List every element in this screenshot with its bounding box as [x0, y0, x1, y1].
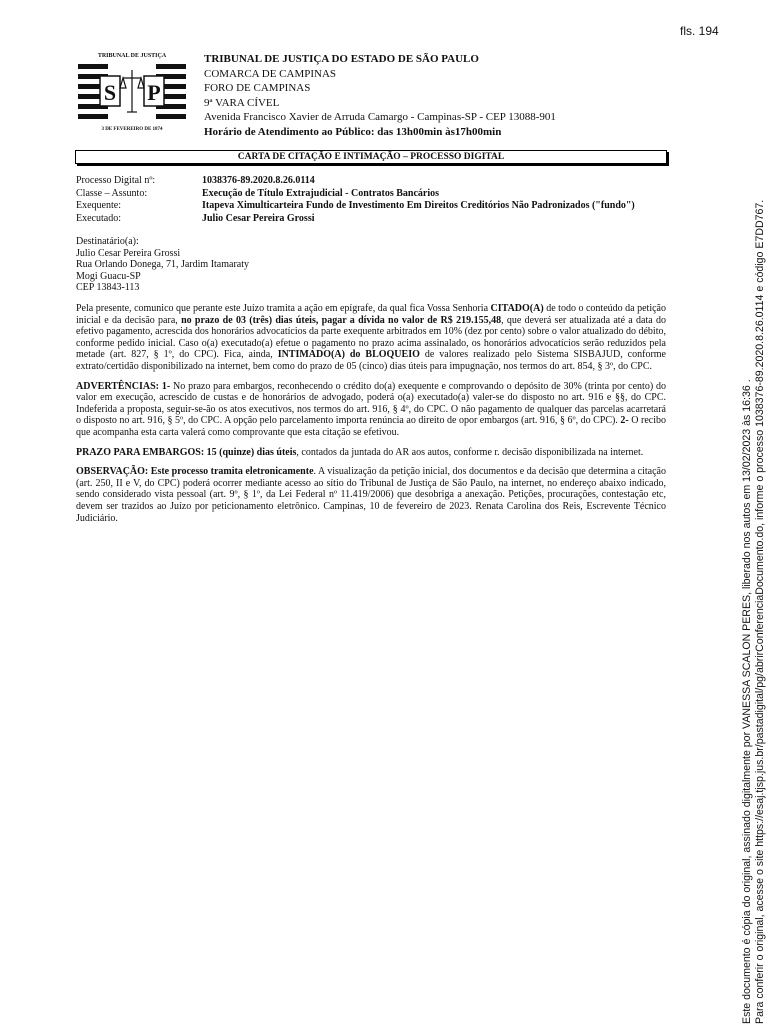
logo-letter-right: P	[147, 80, 161, 105]
recipient-name: Julio Cesar Pereira Grossi	[76, 247, 181, 259]
recipient-street: Rua Orlando Donega, 71, Jardim Itamaraty	[76, 259, 250, 270]
court-address: Avenida Francisco Xavier de Arruda Camargo - Campinas-SP - CEP 13088-901	[204, 111, 556, 123]
comarca: COMARCA DE CAMPINAS	[204, 67, 337, 80]
recipient-zip: CEP 13843-113	[76, 282, 140, 293]
text-segment: . A visualização da petição inicial, dos documentos e da decisão que determina a citação (art. 250, II e V, do CPC) poderá ocorrer mediante acesso ao sítio do Tribunal de Justiça de São Paulo, na internet, no endereço abaixo indicado, sendo considerado vista pessoal (art. 9º, § 1º, da Lei Federal nº 11.419/2006) que desobriga a anexação. Petições, procurações, contestação etc, devem ser trazidos ao Juízo por peticionamento eletrônico. Campinas, 10 de fevereiro de 2023. Renata Carolina dos Reis, Escrevente Técnico Judiciário.	[76, 466, 666, 524]
meta-row-exequente	[76, 200, 635, 213]
letter-body	[76, 303, 666, 532]
meta-label: Classe – Assunto:	[76, 187, 148, 199]
meta-label: Exequente:	[76, 200, 121, 211]
meta-value: 1038376-89.2020.8.26.0114	[202, 175, 315, 186]
recipient-block	[76, 236, 249, 294]
text-bold: ADVERTÊNCIAS: 1-	[76, 380, 171, 392]
recipient-city: Mogi Guacu-SP	[76, 270, 141, 282]
text-segment: , que deverá ser atualizada até a data do efetivo pagamento, acrescida dos honorários advocatícios da parte exequente arbitrados em 10% (dez por cento) sobre o valor atualizado do débito, conforme pedido inicial. Caso o(a) executado(a) efetue o pagamento no prazo acima assinalado, os honorários advocatícios serão reduzidos pela metade (art. 827, § 1º, do CPC). Fica, ainda,	[76, 314, 666, 361]
logo-bottom-text: 3 DE FEVEREIRO DE 1874	[101, 127, 163, 132]
tjsp-logo	[76, 46, 188, 136]
text-segment: , contados da juntada do AR aos autos, conforme r. decisão disponibilizada na internet.	[296, 446, 644, 458]
court-hours: Horário de Atendimento ao Público: das 13h00min às17h00min	[204, 125, 502, 138]
logo-top-text: TRIBUNAL DE JUSTIÇA	[97, 53, 167, 59]
paragraph-citation	[76, 303, 666, 373]
text-bold: 2-	[620, 415, 629, 427]
case-metadata	[76, 175, 635, 225]
authenticity-note	[741, 164, 766, 1024]
paragraph-observation	[76, 466, 666, 524]
court-header	[204, 52, 556, 139]
paragraph-warnings	[76, 381, 666, 439]
meta-value: Julio Cesar Pereira Grossi	[202, 212, 315, 224]
text-segment: de todo o conteúdo da petição inicial e da decisão para,	[76, 303, 666, 326]
text-bold: PRAZO PARA EMBARGOS: 15 (quinze) dias úteis	[76, 446, 297, 458]
court-name: TRIBUNAL DE JUSTIÇA DO ESTADO DE SÃO PAULO	[204, 53, 479, 65]
meta-label: Processo Digital nº:	[76, 175, 156, 186]
authenticity-line-2: Para conferir o original, acesse o site https://esaj.tjsp.jus.br/pastadigital/pg/abrirConferenciaDocumento.do, informe o processo 1038376-89.2020.8.26.0114 e código E7DD767.	[753, 199, 766, 1024]
meta-label: Executado:	[76, 212, 121, 224]
page-number: fls. 194	[680, 24, 719, 38]
recipient-heading: Destinatário(a):	[76, 236, 139, 247]
text-segment: No prazo para embargos, reconhecendo o crédito do(a) exequente e comprovando o depósito de 30% (trinta por cento) do valor em execução, acrescido de custas e de honorários de advogado, poderá o(a) executado(a) valer-se do disposto no art. 916 e §§, do CPC. Indeferida a proposta, seguir-se-ão os atos executivos, nos termos do art. 916, § 4º, do CPC. O não pagamento de qualquer das parcelas acarretará o disposto no art. 916, § 5º, do CPC. A opção pelo parcelamento importa renúncia ao direito de opor embargos (art. 916, § 6º, do CPC).	[76, 380, 667, 427]
meta-value: Itapeva Ximulticarteira Fundo de Investimento Em Direitos Creditórios Não Padronizados ("fundo")	[202, 200, 635, 211]
paragraph-deadline	[76, 447, 666, 459]
logo-letter-left: S	[103, 80, 117, 105]
document-title: CARTA DE CITAÇÃO E INTIMAÇÃO – PROCESSO DIGITAL	[75, 150, 667, 164]
meta-row-process	[76, 175, 635, 188]
text-segment: de valores realizado pelo Sistema SISBAJUD, conforme extrato/certidão disponibilizado na internet, bem como do prazo de 05 (cinco) dias úteis para impugnação, nos termos do art. 854, § 3º, do CPC.	[76, 349, 666, 372]
vara: 9ª VARA CÍVEL	[204, 96, 280, 109]
text-bold: CITADO(A)	[490, 303, 544, 314]
meta-row-class	[76, 188, 635, 201]
meta-value: Execução de Título Extrajudicial - Contratos Bancários	[202, 187, 440, 199]
text-bold: OBSERVAÇÃO: Este processo tramita eletronicamente	[76, 466, 314, 478]
text-bold: no prazo de 03 (três) dias úteis, pagar a dívida no valor de R$ 219.155,48	[181, 314, 502, 326]
meta-row-executado	[76, 213, 635, 226]
text-segment: O recibo que acompanha esta carta valerá como comprovante que esta citação se efetivou.	[76, 415, 666, 438]
authenticity-line-1: Este documento é cópia do original, assinado digitalmente por VANESSA SCALON PERES, liberado nos autos em 13/02/2023 às 16:36 .	[741, 379, 753, 1024]
foro: FORO DE CAMPINAS	[204, 82, 311, 94]
text-segment: Pela presente, comunico que perante este Juízo tramita a ação em epígrafe, da qual fica Vossa Senhoria	[76, 303, 491, 314]
text-bold: INTIMADO(A) do BLOQUEIO	[277, 349, 420, 361]
